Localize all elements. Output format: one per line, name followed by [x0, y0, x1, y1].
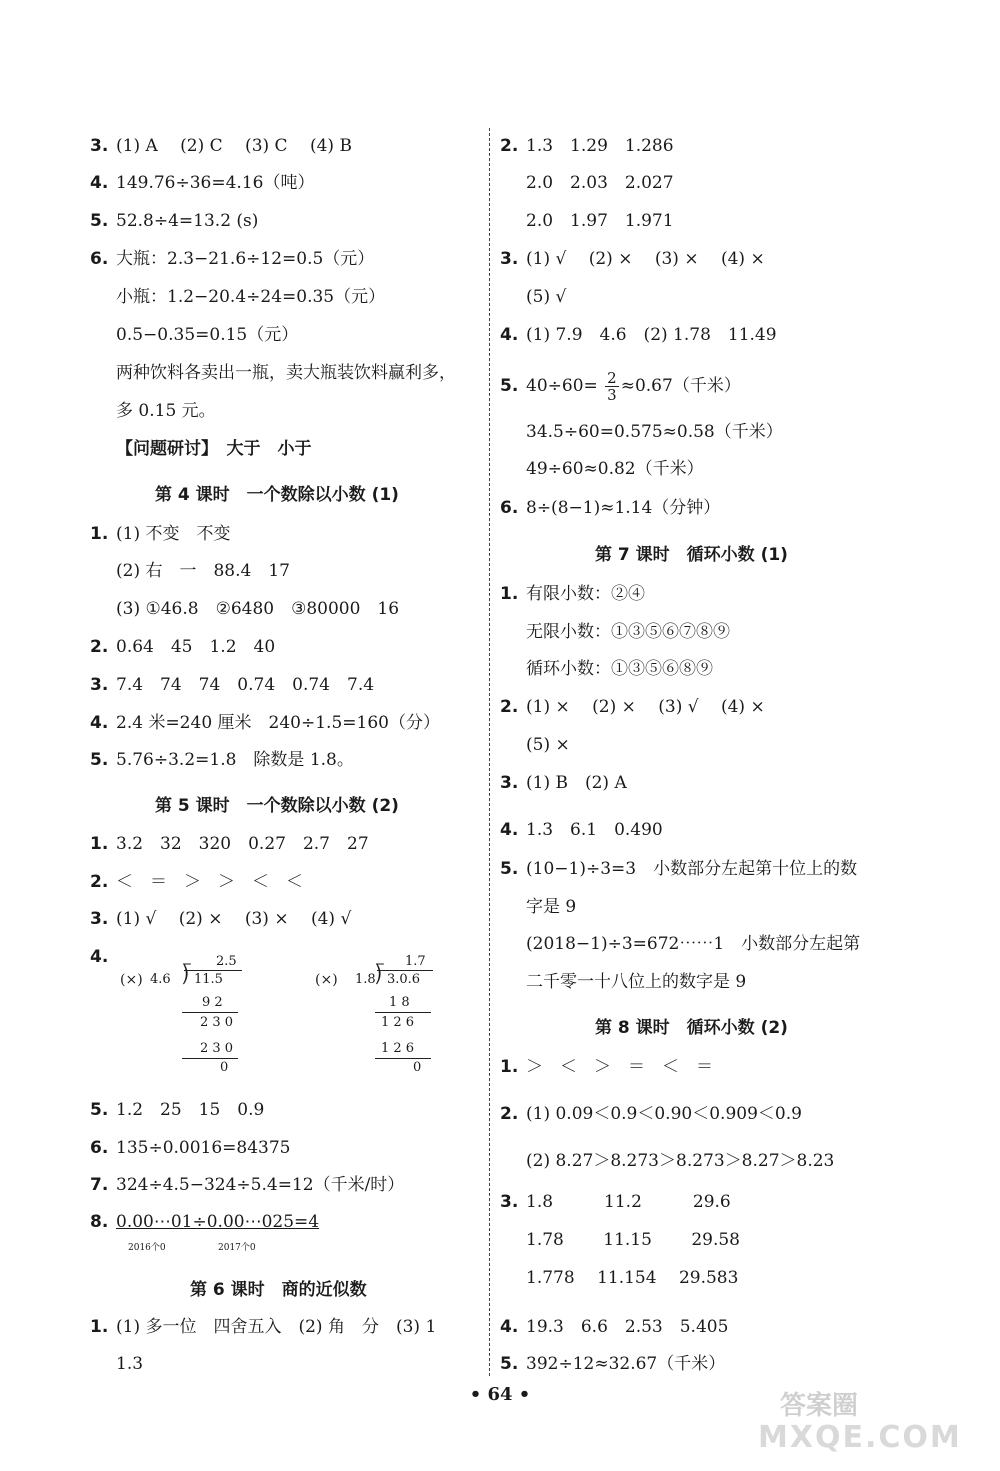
answer-line: 5. (10−1)÷3=3 小数部分左起第十位上的数	[500, 859, 858, 879]
answer-line: 无限小数：①③⑤⑥⑦⑧⑨	[526, 622, 730, 642]
quotient: 2.5	[216, 954, 237, 969]
answer-line: 4. 149.76÷36=4.16（吨）	[90, 173, 315, 193]
partial-product: 9 2	[202, 995, 223, 1010]
answer-line: 0.5−0.35=0.15（元）	[116, 325, 299, 345]
answer-line: 1. 有限小数：②④	[500, 584, 645, 604]
dividend: 11.5	[194, 972, 223, 987]
divisor: 4.6	[150, 972, 171, 987]
answer-line: 1. (1) 多一位 四舍五入 (2) 角 分 (3) 1	[90, 1317, 437, 1337]
answer-line: 7. 324÷4.5−324÷5.4=12（千米/时）	[90, 1175, 405, 1195]
division-bar	[377, 970, 433, 971]
answer-line: (2018−1)÷3=672⋯⋯1 小数部分左起第	[526, 934, 861, 954]
division-bracket: ⟌	[182, 964, 191, 989]
answer-line: 多 0.15 元。	[116, 401, 216, 421]
partial-product: 2 3 0	[200, 1041, 234, 1056]
partial-product: 1 2 6	[381, 1041, 415, 1056]
answer-line: 1. 3.2 32 320 0.27 2.7 27	[90, 834, 369, 854]
section-heading-6: 第 6 课时 商的近似数	[190, 1280, 367, 1300]
answer-line: 两种饮料各卖出一瓶，卖大瓶装饮料赢利多，	[116, 363, 456, 383]
answer-line: 2. 0.64 45 1.2 40	[90, 637, 276, 657]
division-rule	[375, 1058, 431, 1059]
answer-line: 5. 1.2 25 15 0.9	[90, 1100, 265, 1120]
answer-line: 34.5÷60=0.575≈0.58（千米）	[526, 422, 783, 442]
fraction-denominator: 3	[607, 386, 617, 404]
divisor: 1.8	[355, 972, 376, 987]
watermark-logo: 答案圈	[780, 1391, 859, 1421]
error-mark: (×)	[315, 972, 338, 988]
answer-line: 小瓶：1.2−20.4÷24=0.35（元）	[116, 287, 386, 307]
answer-line: 2. (1) × (2) × (3) √ (4) ×	[500, 697, 765, 717]
answer-line: 2. (1) 0.09＜0.9＜0.90＜0.909＜0.9	[500, 1104, 802, 1124]
answer-line: 3. (1) B (2) A	[500, 773, 627, 793]
answer-line: 6. 大瓶：2.3−21.6÷12=0.5（元）	[90, 249, 375, 269]
answer-line: 4.	[90, 947, 109, 967]
remainder: 2 3 0	[200, 1015, 234, 1030]
answer-line: 3. 1.8 11.2 29.6	[500, 1192, 731, 1212]
long-division-b	[315, 950, 465, 1080]
answer-line: 1.3	[116, 1354, 144, 1374]
answer-line: (2) 8.27＞8.273＞8.273＞8.27＞8.23	[526, 1151, 835, 1171]
division-bar	[184, 970, 242, 971]
answer-line: 8. 0.00⋯01÷0.00⋯025=4	[90, 1212, 320, 1232]
error-mark: (×)	[120, 972, 143, 988]
section-heading-4: 第 4 课时 一个数除以小数 (1)	[155, 485, 399, 505]
answer-line: (3) ①46.8 ②6480 ③80000 16	[116, 599, 400, 619]
brace-label: 2017个0	[218, 1243, 256, 1253]
partial-product: 1 8	[389, 995, 410, 1010]
answer-line: (5) √	[526, 287, 567, 307]
answer-line: (2) 右 一 88.4 17	[116, 561, 290, 581]
long-division-a	[120, 950, 270, 1080]
answer-line: 4. 19.3 6.6 2.53 5.405	[500, 1317, 729, 1337]
answer-line-fraction: 5. 40÷60= $\frac{2}{3}$ ≈0.67（千米）	[500, 369, 741, 404]
answer-line: 5. 52.8÷4=13.2 (s)	[90, 211, 259, 231]
division-rule	[182, 1058, 238, 1059]
division-bracket: ⟌	[375, 964, 384, 989]
answer-line: 1.78 11.15 29.58	[526, 1230, 740, 1250]
answer-line: 循环小数：①③⑤⑥⑧⑨	[526, 659, 713, 679]
division-rule	[182, 1012, 238, 1013]
answer-line: 6. 8÷(8−1)≈1.14（分钟）	[500, 498, 721, 518]
quotient: 1.7	[405, 954, 426, 969]
problem-discussion: 【问题研讨】 大于 小于	[116, 439, 312, 459]
remainder: 0	[413, 1060, 422, 1075]
answer-line: 字是 9	[526, 897, 577, 917]
answer-line: 3. (1) A (2) C (3) C (4) B	[90, 136, 352, 156]
answer-line: 4. (1) 7.9 4.6 (2) 1.78 11.49	[500, 325, 777, 345]
watermark-text: MXQE.COM	[758, 1420, 962, 1455]
fraction-numerator: 2	[607, 369, 617, 387]
answer-line: 二千零一十八位上的数字是 9	[526, 972, 747, 992]
remainder: 0	[220, 1060, 229, 1075]
division-rule	[375, 1012, 431, 1013]
section-heading-5: 第 5 课时 一个数除以小数 (2)	[155, 796, 399, 816]
answer-line: 2. ＜ ＝ ＞ ＞ ＜ ＜	[90, 872, 303, 892]
page-number: • 64 •	[469, 1384, 531, 1405]
answer-line: 1.778 11.154 29.583	[526, 1268, 739, 1288]
answer-line: 49÷60≈0.82（千米）	[526, 459, 704, 479]
column-divider	[489, 128, 490, 1376]
answer-line: 2.0 1.97 1.971	[526, 211, 674, 231]
answer-line: 4. 2.4 米=240 厘米 240÷1.5=160（分）	[90, 713, 440, 733]
section-heading-8: 第 8 课时 循环小数 (2)	[595, 1018, 788, 1038]
remainder: 1 2 6	[381, 1015, 415, 1030]
brace-label: 2016个0	[128, 1243, 166, 1253]
answer-line: 1. (1) 不变 不变	[90, 524, 231, 544]
answer-line: 5. 392÷12≈32.67（千米）	[500, 1354, 726, 1374]
answer-line: 3. 7.4 74 74 0.74 0.74 7.4	[90, 675, 375, 695]
answer-line: 2. 1.3 1.29 1.286	[500, 136, 674, 156]
answer-line: 1. ＞ ＜ ＞ ＝ ＜ ＝	[500, 1057, 713, 1077]
answer-line: 3. (1) √ (2) × (3) × (4) ×	[500, 249, 765, 269]
section-heading-7: 第 7 课时 循环小数 (1)	[595, 545, 788, 565]
answer-line: 3. (1) √ (2) × (3) × (4) √	[90, 909, 352, 929]
answer-line: 6. 135÷0.0016=84375	[90, 1138, 291, 1158]
dividend: 3.0.6	[387, 972, 421, 987]
answer-line: 4. 1.3 6.1 0.490	[500, 820, 663, 840]
answer-line: 2.0 2.03 2.027	[526, 173, 674, 193]
answer-line: 5. 5.76÷3.2=1.8 除数是 1.8。	[90, 750, 354, 770]
answer-line: (5) ×	[526, 735, 570, 755]
